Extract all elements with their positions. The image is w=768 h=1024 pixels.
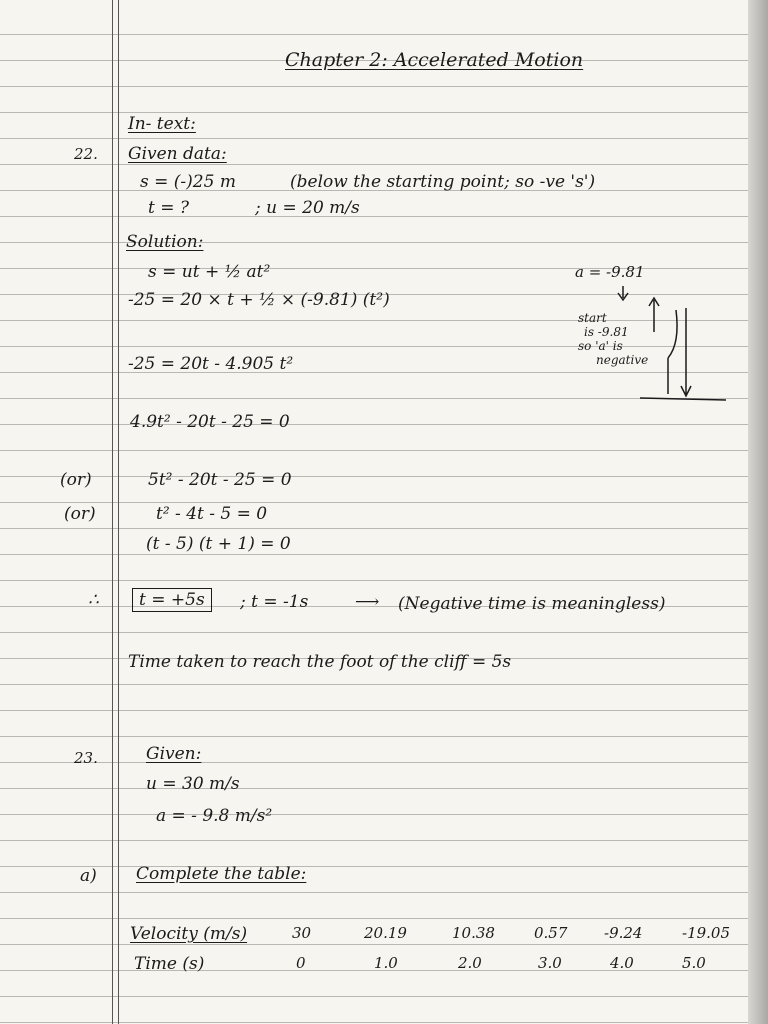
velocity-cell: -9.24 (604, 924, 643, 942)
acceleration-23: a = - 9.8 m/s² (156, 806, 273, 826)
time-cell: 2.0 (458, 954, 482, 972)
chapter-title: Chapter 2: Accelerated Motion (285, 49, 584, 71)
initial-velocity-line: ; u = 20 m/s (255, 198, 360, 218)
time-row-label: Time (s) (134, 954, 205, 974)
displacement-line: s = (-)25 m (140, 172, 236, 192)
margin-line-right (118, 0, 119, 1024)
displacement-note: (below the starting point; so -ve 's') (290, 172, 596, 192)
time-cell: 5.0 (682, 954, 706, 972)
therefore-symbol: ∴ (88, 590, 99, 610)
margin-line-left (112, 0, 113, 1024)
time-cell: 1.0 (374, 954, 398, 972)
solution-label: Solution: (126, 232, 204, 252)
given-label-23: Given: (146, 744, 202, 764)
arrow-glyph: ⟶ (355, 592, 380, 612)
equation-1: s = ut + ½ at² (148, 262, 271, 282)
velocity-cell: 20.19 (364, 924, 407, 942)
time-cell: 3.0 (538, 954, 562, 972)
velocity-row-label: Velocity (m/s) (130, 924, 248, 944)
answer-box: t = +5s (132, 588, 212, 612)
given-data-label: Given data: (128, 144, 227, 164)
part-a-label: a) (80, 866, 97, 886)
negative-root: ; t = -1s (240, 592, 309, 612)
equation-6: t² - 4t - 5 = 0 (156, 504, 268, 524)
time-unknown-line: t = ? (148, 198, 189, 218)
complete-table-label: Complete the table: (136, 864, 307, 884)
side-note-negative: negative (596, 353, 649, 367)
side-note-so-a: so 'a' is (578, 339, 623, 353)
question-number-23: 23. (74, 749, 98, 767)
side-acceleration: a = -9.81 (575, 263, 645, 281)
velocity-cell: 10.38 (452, 924, 495, 942)
or-label-1: (or) (60, 470, 92, 490)
velocity-cell: -19.05 (682, 924, 731, 942)
time-cell: 0 (296, 954, 306, 972)
time-cell: 4.0 (610, 954, 634, 972)
equation-3: -25 = 20t - 4.905 t² (128, 354, 294, 374)
side-note-value: is -9.81 (584, 325, 629, 339)
motion-arrows-sketch (560, 270, 740, 410)
velocity-cell: 0.57 (534, 924, 568, 942)
initial-velocity-23: u = 30 m/s (146, 774, 240, 794)
equation-4: 4.9t² - 20t - 25 = 0 (130, 412, 290, 432)
equation-2: -25 = 20 × t + ½ × (-9.81) (t²) (128, 290, 390, 310)
question-number-22: 22. (74, 145, 98, 163)
intext-heading: In- text: (128, 114, 196, 134)
velocity-cell: 30 (292, 924, 312, 942)
equation-5: 5t² - 20t - 25 = 0 (148, 470, 292, 490)
page-edge-shadow (748, 0, 768, 1024)
negative-time-note: (Negative time is meaningless) (398, 594, 666, 614)
or-label-2: (or) (64, 504, 96, 524)
conclusion-line: Time taken to reach the foot of the cliff = 5s (128, 652, 512, 672)
equation-7: (t - 5) (t + 1) = 0 (146, 534, 291, 554)
side-note-start: start (578, 311, 607, 325)
